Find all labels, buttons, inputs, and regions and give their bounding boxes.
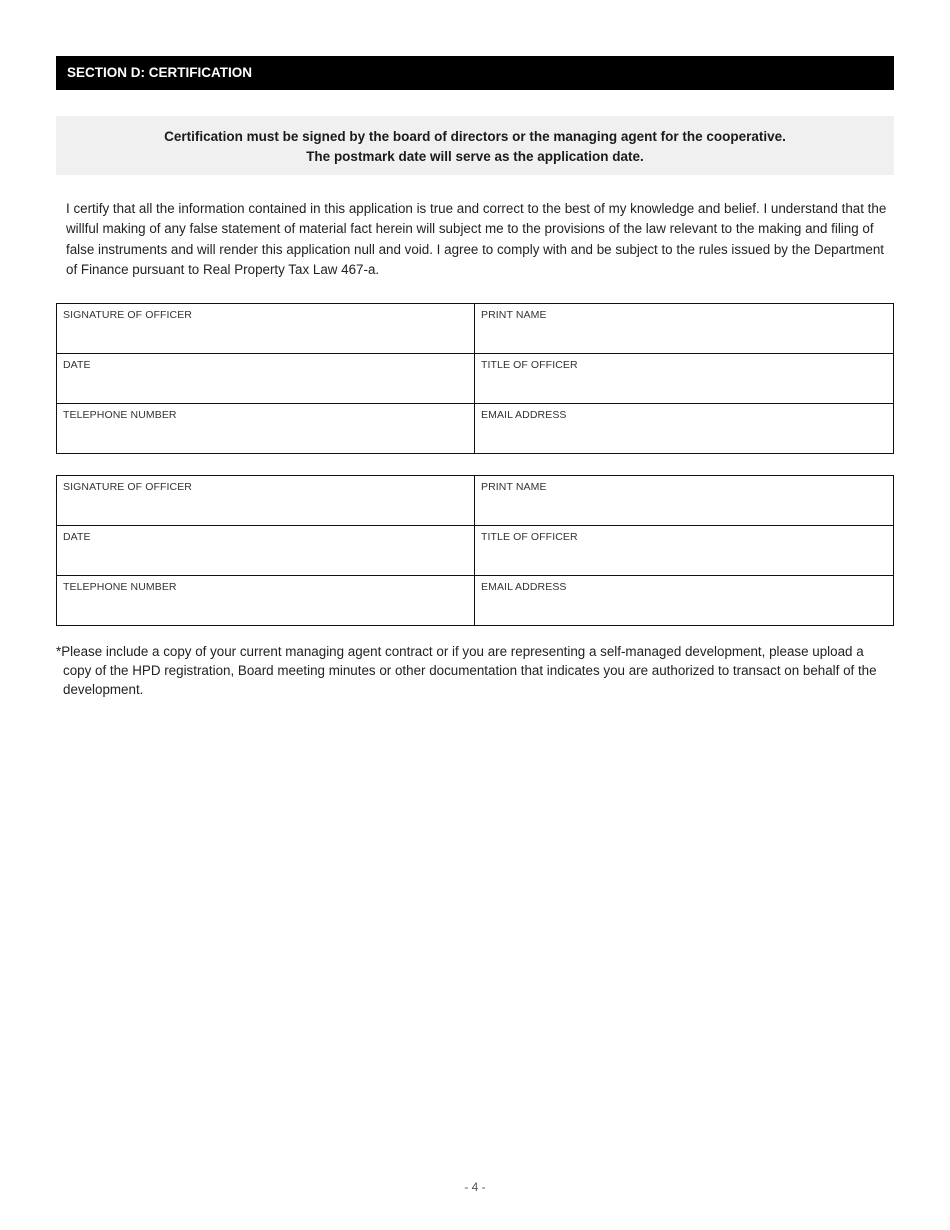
field-label: TELEPHONE NUMBER bbox=[63, 409, 177, 421]
section-d-header bbox=[56, 56, 894, 90]
field-label: DATE bbox=[63, 359, 91, 371]
field-label: EMAIL ADDRESS bbox=[481, 581, 567, 593]
date-field[interactable] bbox=[57, 354, 475, 404]
field-label: DATE bbox=[63, 531, 91, 543]
signature-of-officer-field[interactable] bbox=[57, 304, 475, 354]
managing-agent-footnote bbox=[56, 642, 886, 699]
footnote-continuation: copy of the HPD registration, Board meeting minutes or other documentation that indicates you are authorized to transact on behalf of the development. bbox=[63, 663, 877, 697]
page-number: - 4 - bbox=[464, 1180, 486, 1194]
notice-line-1: Certification must be signed by the board of directors or the managing agent for the cooperative. bbox=[164, 129, 786, 144]
footnote-line-1: *Please include a copy of your current managing agent contract or if you are representing a self-managed development, please upload a bbox=[56, 644, 864, 659]
field-label: TITLE OF OFFICER bbox=[481, 531, 578, 543]
certification-statement: I certify that all the information contained in this application is true and correct to the best of my knowledge and belief. I understand that the willful making of any false statement of material fact herein will subject me to the provisions of the law relevant to the making and filing of false instruments and will render this application null and void. I agree to comply with and be subject to the rules issued by the Department of Finance pursuant to Real Property Tax Law 467-a. bbox=[66, 201, 887, 277]
certification-notice bbox=[56, 116, 894, 175]
field-label: TITLE OF OFFICER bbox=[481, 359, 578, 371]
section-title: SECTION D: CERTIFICATION bbox=[67, 65, 252, 80]
print-name-field[interactable] bbox=[475, 304, 894, 354]
date-field[interactable] bbox=[57, 526, 475, 576]
telephone-number-field[interactable] bbox=[57, 576, 475, 626]
officer-signature-table-2 bbox=[56, 475, 894, 626]
field-label: SIGNATURE OF OFFICER bbox=[63, 481, 192, 493]
title-of-officer-field[interactable] bbox=[475, 354, 894, 404]
field-label: PRINT NAME bbox=[481, 481, 547, 493]
signature-of-officer-field[interactable] bbox=[57, 476, 475, 526]
field-label: SIGNATURE OF OFFICER bbox=[63, 309, 192, 321]
field-label: TELEPHONE NUMBER bbox=[63, 581, 177, 593]
officer-signature-table-1 bbox=[56, 303, 894, 454]
field-label: PRINT NAME bbox=[481, 309, 547, 321]
telephone-number-field[interactable] bbox=[57, 404, 475, 454]
email-address-field[interactable] bbox=[475, 404, 894, 454]
notice-line-2: The postmark date will serve as the application date. bbox=[306, 149, 644, 164]
field-label: EMAIL ADDRESS bbox=[481, 409, 567, 421]
print-name-field[interactable] bbox=[475, 476, 894, 526]
email-address-field[interactable] bbox=[475, 576, 894, 626]
title-of-officer-field[interactable] bbox=[475, 526, 894, 576]
